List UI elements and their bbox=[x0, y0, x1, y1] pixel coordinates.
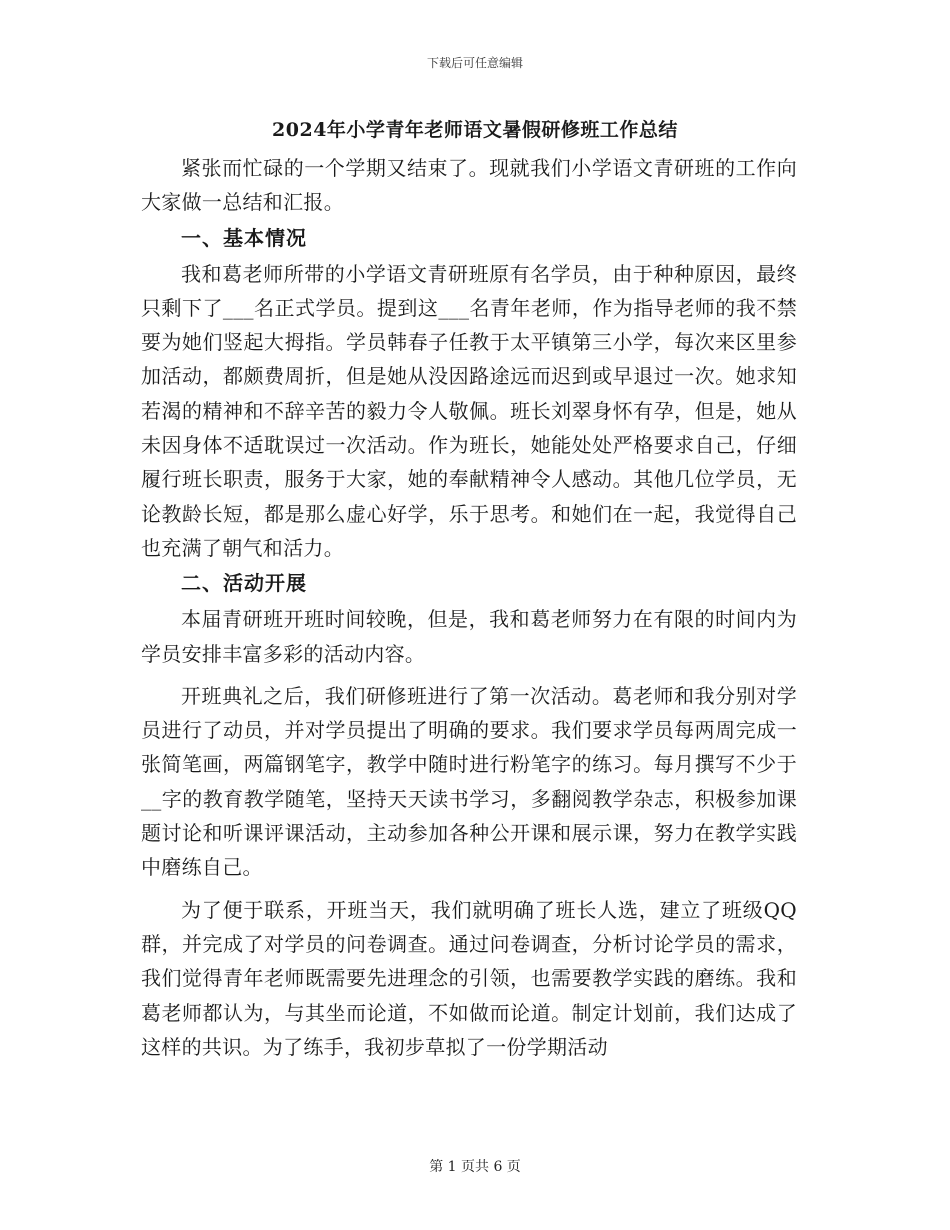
section-paragraph: 为了便于联系，开班当天，我们就明确了班长人选，建立了班级QQ群，并完成了对学员的问卷调查。通过问卷调查，分析讨论学员的需求，我们觉得青年老师既需要先进理念的引领，也需要教学实践的磨练。我和葛老师都认为，与其坐而论道，不如做而论道。制定计划前，我们达成了这样的共识。为了练手，我初步草拟了一份学期活动 bbox=[141, 897, 797, 1059]
intro-paragraph: 紧张而忙碌的一个学期又结束了。现就我们小学语文青研班的工作向大家做一总结和汇报。 bbox=[141, 156, 797, 215]
section-heading-activities: 二、活动开展 bbox=[181, 571, 307, 596]
section-paragraph: 我和葛老师所带的小学语文青研班原有名学员，由于种种原因，最终只剩下了___名正式学员。提到这___名青年老师，作为指导老师的我不禁要为她们竖起大拇指。学员韩春子任教于太平镇第三小学，每次来区里参加活动，都颇费周折，但是她从没因路途远而迟到或早退过一次。她求知若渴的精神和不辞辛苦的毅力令人敬佩。班长刘翠身怀有孕，但是，她从未因身体不适耽误过一次活动。作为班长，她能处处严格要求自己，仔细履行班长职责，服务于大家，她的奉献精神令人感动。其他几位学员，无论教龄长短，都是那么虚心好学，乐于思考。和她们在一起，我觉得自己也充满了朝气和活力。 bbox=[141, 261, 797, 560]
section-paragraph: 开班典礼之后，我们研修班进行了第一次活动。葛老师和我分别对学员进行了动员，并对学员提出了明确的要求。我们要求学员每两周完成一张简笔画，两篇钢笔字，教学中随时进行粉笔字的练习。每月撰写不少于__字的教育教学随笔，坚持天天读书学习，多翻阅教学杂志，积极参加课题讨论和听课评课活动，主动参加各种公开课和展示课，努力在教学实践中磨练自己。 bbox=[141, 683, 797, 880]
document-body bbox=[141, 113, 797, 1064]
section-heading-basic-situation: 一、基本情况 bbox=[181, 225, 307, 250]
page-header-note: 下载后可任意编辑 bbox=[426, 56, 523, 70]
page-number-footer: 第 1 页共 6 页 bbox=[429, 1159, 521, 1175]
section-paragraph: 本届青研班开班时间较晚，但是，我和葛老师努力在有限的时间内为学员安排丰富多彩的活动内容。 bbox=[141, 607, 797, 666]
document-title: 2024年小学青年老师语文暑假研修班工作总结 bbox=[272, 119, 678, 141]
